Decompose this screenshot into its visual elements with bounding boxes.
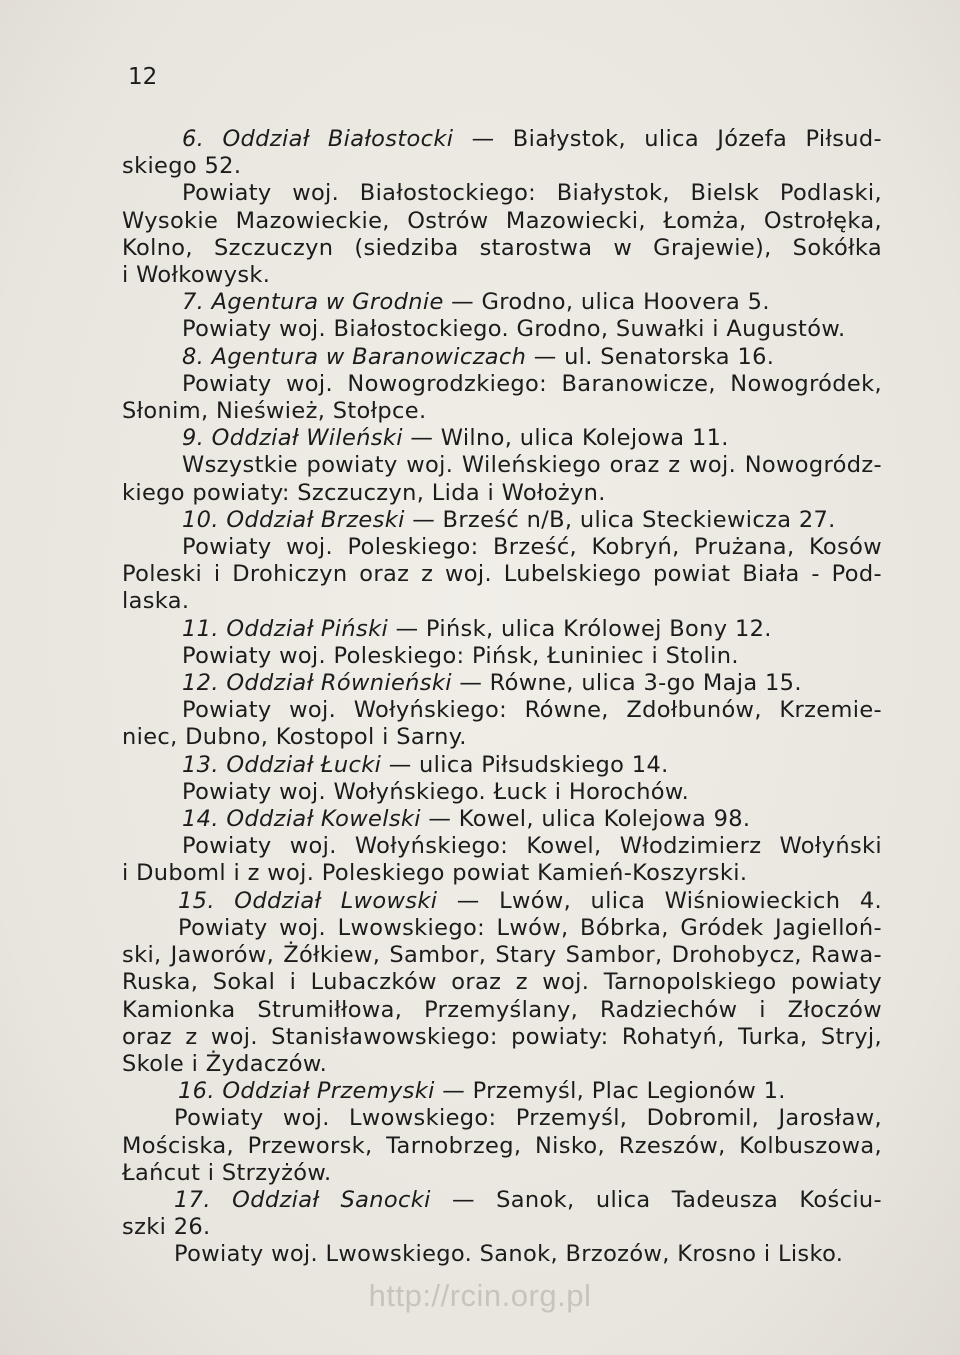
- body-text: — Sanok, ulica Tadeusza Kościu-: [430, 1186, 883, 1213]
- text-line: [122, 1160, 882, 1187]
- text-line: [122, 1024, 882, 1051]
- text-line: [122, 752, 882, 779]
- body-text: Powiaty woj. Lwowskiego: Przemyśl, Dobromil, Jarosław,: [174, 1105, 882, 1132]
- text-line: [122, 1241, 882, 1268]
- section-heading-text: Oddział Łucki: [226, 751, 382, 778]
- body-text: Łańcut i Strzyżów.: [122, 1159, 332, 1186]
- text-line: [122, 670, 882, 697]
- section-heading-text: 10.: [182, 506, 227, 533]
- section-heading-text: 9.: [182, 425, 212, 452]
- text-block: [122, 126, 882, 1269]
- body-text: — Równe, ulica 3-go Maja 15.: [451, 670, 802, 697]
- text-line: [122, 1051, 882, 1078]
- section-heading-text: 17.: [174, 1186, 233, 1213]
- text-line: [122, 724, 882, 751]
- body-text: kiego powiaty: Szczuczyn, Lida i Wołożyn.: [122, 479, 606, 506]
- section-heading-text: Agentura w Grodnie: [211, 289, 444, 316]
- page-number: 12: [128, 64, 158, 90]
- section-heading-text: 8.: [182, 343, 212, 370]
- text-line: [122, 180, 882, 207]
- text-line: [122, 561, 882, 588]
- body-text: Skole i Żydaczów.: [122, 1050, 328, 1077]
- body-text: — Lwów, ulica Wiśniowieckich 4.: [437, 887, 882, 914]
- text-line: [122, 1214, 882, 1241]
- text-line: [122, 1133, 882, 1160]
- body-text: Wysokie Mazowieckie, Ostrów Mazowiecki, Łomża, Ostrołęka,: [122, 207, 882, 234]
- body-text: — Brześć n/B, ulica Steckiewicza 27.: [404, 506, 836, 533]
- body-text: laska.: [122, 588, 190, 615]
- body-text: — Grodno, ulica Hoovera 5.: [443, 289, 770, 316]
- text-line: [122, 997, 882, 1024]
- text-line: [122, 697, 882, 724]
- body-text: niec, Dubno, Kostopol i Sarny.: [122, 724, 467, 751]
- section-heading-text: 15.: [178, 887, 235, 914]
- watermark: http://rcin.org.pl: [368, 1278, 592, 1313]
- text-line: [122, 616, 882, 643]
- body-text: Powiaty woj. Wołyńskiego: Kowel, Włodzimierz Wołyński: [182, 833, 882, 860]
- body-text: Powiaty woj. Białostockiego: Białystok, Bielsk Podlaski,: [182, 180, 882, 207]
- body-text: Powiaty woj. Wołyńskiego. Łuck i Horochów.: [182, 778, 690, 805]
- section-heading-text: 12.: [182, 670, 227, 697]
- body-text: Powiaty woj. Poleskiego: Pińsk, Łuniniec i Stolin.: [182, 642, 739, 669]
- body-text: — ulica Piłsudskiego 14.: [381, 751, 669, 778]
- body-text: Kolno, Szczuczyn (siedziba starostwa w Grajewie), Sokółka: [122, 234, 882, 261]
- text-line: [122, 643, 882, 670]
- section-heading-text: 16.: [178, 1078, 223, 1105]
- section-heading-text: Oddział Przemyski: [222, 1078, 435, 1105]
- text-line: [122, 888, 882, 915]
- body-text: — ul. Senatorska 16.: [526, 343, 775, 370]
- text-line: [122, 371, 882, 398]
- section-heading-text: Oddział Piński: [226, 615, 389, 642]
- section-heading-text: 14.: [182, 806, 227, 833]
- text-line: [122, 779, 882, 806]
- body-text: i Wołkowysk.: [122, 262, 271, 289]
- text-line: [122, 208, 882, 235]
- text-line: [122, 507, 882, 534]
- section-heading-text: Oddział Białostocki: [222, 126, 454, 152]
- section-heading-text: 13.: [182, 751, 227, 778]
- body-text: i Duboml i z woj. Poleskiego powiat Kamień-Koszyrski.: [122, 860, 748, 887]
- text-line: [122, 915, 882, 942]
- body-text: ski, Jaworów, Żółkiew, Sambor, Stary Sambor, Drohobycz, Rawa-: [122, 942, 882, 969]
- section-heading-text: Oddział Brzeski: [226, 506, 405, 533]
- body-text: Poleski i Drohiczyn oraz z woj. Lubelskiego powiat Biała - Pod-: [122, 561, 882, 588]
- section-heading-text: 11.: [182, 615, 227, 642]
- text-line: [122, 289, 882, 316]
- text-line: [122, 126, 882, 153]
- body-text: — Pińsk, ulica Królowej Bony 12.: [388, 615, 772, 642]
- section-heading-text: Oddział Wileński: [211, 425, 403, 452]
- text-line: [122, 262, 882, 289]
- section-heading-text: Oddział Kowelski: [226, 806, 421, 833]
- body-text: Słonim, Nieśwież, Stołpce.: [122, 398, 427, 425]
- body-text: Powiaty woj. Poleskiego: Brześć, Kobryń, Prużana, Kosów: [182, 534, 882, 561]
- text-line: [122, 1105, 882, 1132]
- text-line: [122, 344, 882, 371]
- body-text: Powiaty woj. Lwowskiego. Sanok, Brzozów, Krosno i Lisko.: [174, 1241, 844, 1268]
- text-line: [122, 942, 882, 969]
- body-text: Powiaty woj. Nowogrodzkiego: Baranowicze, Nowogródek,: [182, 370, 882, 397]
- body-text: Powiaty woj. Lwowskiego: Lwów, Bóbrka, Gródek Jagielloń-: [178, 914, 882, 941]
- text-line: [122, 425, 882, 452]
- body-text: Mościska, Przeworsk, Tarnobrzeg, Nisko, Rzeszów, Kolbuszowa,: [122, 1132, 882, 1159]
- body-text: Wszystkie powiaty woj. Wileńskiego oraz z woj. Nowogródz-: [182, 452, 882, 479]
- body-text: Ruska, Sokal i Lubaczków oraz z woj. Tarnopolskiego powiaty: [122, 969, 882, 996]
- text-line: [122, 860, 882, 887]
- body-text: Powiaty woj. Wołyńskiego: Równe, Zdołbunów, Krzemie-: [182, 697, 882, 724]
- text-line: [122, 833, 882, 860]
- text-line: [122, 153, 882, 180]
- body-text: Powiaty woj. Białostockiego. Grodno, Suwałki i Augustów.: [182, 316, 846, 343]
- body-text: skiego 52.: [122, 153, 242, 180]
- text-line: [122, 480, 882, 507]
- section-heading-text: Oddział Równieński: [226, 670, 452, 697]
- body-text: — Kowel, ulica Kolejowa 98.: [420, 806, 751, 833]
- section-heading-text: Oddział Sanocki: [232, 1186, 431, 1213]
- body-text: — Białystok, ulica Józefa Piłsud-: [453, 126, 882, 152]
- text-line: [122, 534, 882, 561]
- section-heading-text: 7.: [182, 289, 212, 316]
- text-line: [122, 452, 882, 479]
- text-line: [122, 1187, 882, 1214]
- section-heading-text: Agentura w Baranowiczach: [211, 343, 527, 370]
- body-text: oraz z woj. Stanisławowskiego: powiaty: Rohatyń, Turka, Stryj,: [122, 1023, 882, 1050]
- text-line: [122, 806, 882, 833]
- text-line: [122, 969, 882, 996]
- section-heading-text: Oddział Lwowski: [234, 887, 438, 914]
- text-line: [122, 316, 882, 343]
- text-line: [122, 588, 882, 615]
- text-line: [122, 235, 882, 262]
- body-text: — Przemyśl, Plac Legionów 1.: [434, 1078, 786, 1105]
- body-text: szki 26.: [122, 1214, 211, 1241]
- text-line: [122, 398, 882, 425]
- section-heading-text: 6.: [182, 126, 223, 152]
- body-text: — Wilno, ulica Kolejowa 11.: [402, 425, 729, 452]
- body-text: Kamionka Strumiłłowa, Przemyślany, Radziechów i Złoczów: [122, 996, 882, 1023]
- text-line: [122, 1078, 882, 1105]
